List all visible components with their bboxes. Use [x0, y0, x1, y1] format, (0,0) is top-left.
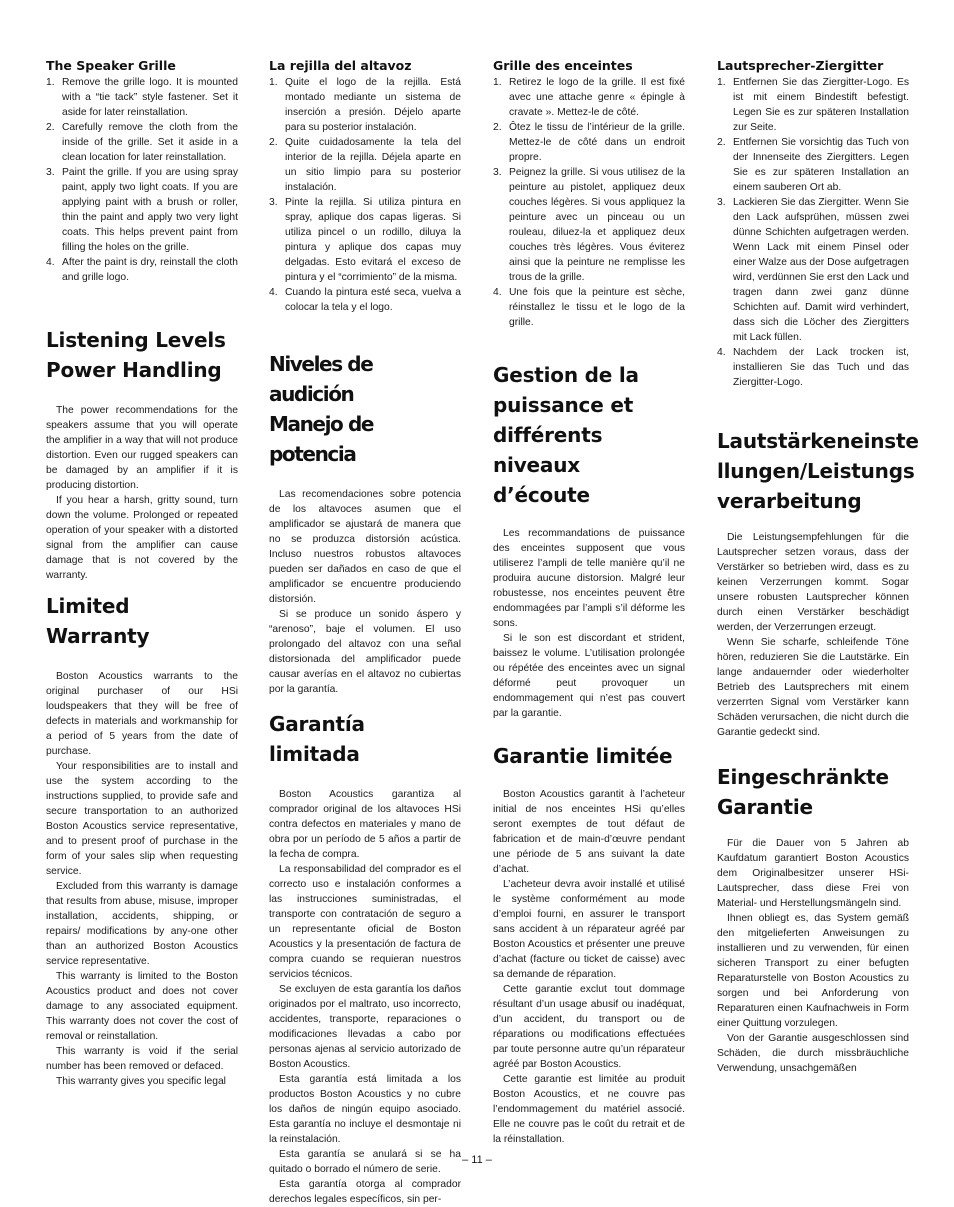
paragraph: La responsabilidad del comprador es el correcto uso e instalación conformes a las instrucciones suministradas, el transporte con contratación de seguro a un representante oficial de Boston Acoustics y la presentación de factura de compra cuando se requieran nuestros servicios técnicos.	[269, 864, 461, 980]
grille-steps-list	[493, 75, 685, 330]
section-heading-grille: La rejilla del altavoz	[269, 58, 412, 73]
column-spanish	[269, 58, 461, 1207]
column-english	[46, 58, 238, 1089]
section-heading-listening-levels: Niveles de audición Manejo de potencia	[269, 352, 374, 466]
paragraph: Se excluyen de esta garantía los daños originados por el maltrato, uso incorrecto, accidentes, transporte, reparaciones o modificaciones llevadas a cabo por personas ajenas al servicio autorizado de Boston Acoustics.	[269, 984, 461, 1070]
listening-levels-body	[46, 403, 238, 583]
list-item: 3. Pinte la rejilla. Si utiliza pintura en spray, aplique dos capas ligeras. Si utiliza pincel o un rodillo, diluya la pintura y aplique dos capas muy delgadas. Esto evitará el exceso de pintura y el “corrimiento” de la misma.	[269, 197, 461, 283]
warranty-body	[717, 836, 909, 1076]
paragraph: Esta garantía está limitada a los productos Boston Acoustics y no cubre los daños de ningún equipo asociado. Esta garantía no incluye el desmontaje ni la reinstalación.	[269, 1074, 461, 1145]
paragraph: The power recommendations for the speakers assume that you will operate the amplifier in a way that will not produce distortion. Even our rugged speakers can be damaged by an amplifier if it is producing distortion.	[46, 405, 238, 491]
page-number: – 11 –	[462, 1154, 492, 1166]
listening-levels-body	[717, 530, 909, 740]
list-item: 4. Cuando la pintura esté seca, vuelva a colocar la tela y el logo.	[269, 287, 461, 313]
paragraph: Boston Acoustics garantiza al comprador original de los altavoces HSi contra defectos en materiales y mano de obra por un período de 5 años a partir de la fecha de compra.	[269, 789, 461, 860]
list-item: 3. Paint the grille. If you are using spray paint, apply two light coats. If you are applying paint with a brush or roller, thin the paint and apply two very light coats. This helps prevent paint from filling the holes on the grille.	[46, 167, 238, 253]
paragraph: Cette garantie exclut tout dommage résultant d’un usage abusif ou inadéquat, d’un accident, du transport ou de réparations ou modifications effectuées par toute personne autre qu’un réparateur agréé par Boston Acoustics.	[493, 984, 685, 1070]
column-german	[717, 58, 919, 1076]
paragraph: This warranty is void if the serial number has been removed or defaced.	[46, 1046, 238, 1072]
paragraph: If you hear a harsh, gritty sound, turn down the volume. Prolonged or repeated operation of your speaker with a distorted signal from the amplifier can cause damage that is not covered by the warranty.	[46, 495, 238, 581]
list-item: 4. Nachdem der Lack trocken ist, installieren Sie das Tuch und das Ziergitter-Logo.	[717, 347, 909, 388]
section-heading-grille: Grille des enceintes	[493, 58, 633, 73]
listening-levels-body	[269, 487, 461, 697]
section-heading-warranty: Garantie limitée	[493, 744, 673, 768]
warranty-body	[493, 787, 685, 1147]
section-heading-grille: The Speaker Grille	[46, 58, 176, 73]
list-item: 2. Ôtez le tissu de l’intérieur de la grille. Mettez-le de côté dans un endroit propre.	[493, 122, 685, 163]
section-heading-grille: Lautsprecher-Ziergitter	[717, 58, 884, 73]
paragraph: L’acheteur devra avoir installé et utilisé le système conformément au mode d’emploi fourni, en assurer le transport sans accident à un réparateur agréé par Boston Acoustics et présenter une preuve d’achat (facture ou ticket de caisse) avec sa demande de réparation.	[493, 879, 685, 980]
section-heading-warranty: Limited Warranty	[46, 594, 150, 648]
list-item: 1. Entfernen Sie das Ziergitter-Logo. Es ist mit einem Bindestift befestigt. Legen Sie es zur späteren Installation zur Seite.	[717, 77, 909, 133]
grille-steps-list	[46, 75, 238, 285]
paragraph: This warranty gives you specific legal	[56, 1076, 226, 1087]
section-heading-warranty: Garantía limitada	[269, 712, 365, 766]
list-item: 2. Quite cuidadosamente la tela del interior de la rejilla. Déjela aparte en un sitio limpio para su posterior instalación.	[269, 137, 461, 193]
paragraph: Las recomendaciones sobre potencia de los altavoces asumen que el amplificador se ajustará de manera que no se produzca distorsión acústica. Incluso nuestros robustos altavoces pueden ser dañados en caso de que el amplificador se encuentre produciendo distorsión.	[269, 489, 461, 605]
list-item: 2. Carefully remove the cloth from the inside of the grille. Set it aside in a clean location for later reinstallation.	[46, 122, 238, 163]
list-item: 1. Quite el logo de la rejilla. Está montado mediante un sistema de inserción a presión. Déjelo aparte para su posterior instalación.	[269, 77, 461, 133]
section-heading-listening-levels: Gestion de la puissance et différents niveaux d’écoute	[493, 363, 639, 507]
paragraph: Von der Garantie ausgeschlossen sind Schäden, die durch missbräuchliche Verwendung, unsachgemäßen	[717, 1033, 909, 1074]
paragraph: Boston Acoustics warrants to the original purchaser of our HSi loudspeakers that they will be free of defects in materials and workmanship for a period of 5 years from the date of purchase.	[46, 671, 238, 757]
listening-levels-body	[493, 526, 685, 721]
list-item: 3. Peignez la grille. Si vous utilisez de la peinture au pistolet, appliquez deux couches légères. Si vous appliquez la peinture avec un pinceau ou un rouleau, diluez-la et appliquez deux couches très légères. Vous éviterez ainsi que la peinture ne remplisse les trous de la grille.	[493, 167, 685, 283]
grille-steps-list	[269, 75, 461, 315]
list-item: 4. Une fois que la peinture est sèche, réinstallez le tissu et le logo de la grille.	[493, 287, 685, 328]
list-item: 4. After the paint is dry, reinstall the cloth and grille logo.	[46, 257, 238, 283]
list-item: 3. Lackieren Sie das Ziergitter. Wenn Sie den Lack aufsprühen, müssen zwei dünne Schichten aufgetragen werden. Wenn Lack mit einem Pinsel oder einer Walze aus der Dose aufgetragen wird, verdünnen Sie erst den Lack und tragen dann zwei ganz dünne Schichten auf. Damit wird verhindert, dass sich die Löcher des Ziergitters mit Lack füllen.	[717, 197, 909, 343]
paragraph: Esta garantía otorga al comprador derechos legales específicos, sin per-	[269, 1179, 461, 1205]
paragraph: Die Leistungsempfehlungen für die Lautsprecher setzen voraus, dass der Verstärker so betrieben wird, dass es zu keinen Verzerrungen kommt. Sogar unsere robusten Lautsprecher können durch einen Verstärker beschädigt werden, der Verzerrungen erzeugt.	[717, 532, 909, 633]
paragraph: This warranty is limited to the Boston Acoustics product and does not cover damage to any associated equipment. This warranty does not cover the cost of removal or reinstallation.	[46, 971, 238, 1042]
warranty-body	[269, 787, 461, 1207]
paragraph: Your responsibilities are to install and use the system according to the instructions supplied, to provide safe and secure transportation to an authorized Boston Acoustics service representative, and to present proof of purchase in the form of your sales slip when requesting service.	[46, 761, 238, 877]
list-item: 2. Entfernen Sie vorsichtig das Tuch von der Innenseite des Ziergitters. Legen Sie es zur späteren Installation an einem sauberen Ort ab.	[717, 137, 909, 193]
paragraph: Si le son est discordant et strident, baissez le volume. L’utilisation prolongée ou répétée des enceintes avec un signal déformé peut provoquer un endommagement qui n’est pas couvert par la garantie.	[493, 633, 685, 719]
paragraph: Wenn Sie scharfe, schleifende Töne hören, reduzieren Sie die Lautstärke. Ein lange andauernder oder wiederholter Betrieb des Lautsprechers mit einem verzerrten Signal vom Verstärker kann Schäden verursachen, die nicht durch die Garantie gedeckt sind.	[717, 637, 909, 738]
list-item: 1. Retirez le logo de la grille. Il est fixé avec une attache genre « épingle à cravate ». Mettez-le de côté.	[493, 77, 685, 118]
paragraph: Les recommandations de puissance des enceintes supposent que vous utiliserez l’ampli de telle manière qu’il ne produira aucune distorsion. Malgré leur robustesse, nos enceintes peuvent être endommagées par l’ampli s’il déforme les sons.	[493, 528, 685, 629]
paragraph: Für die Dauer von 5 Jahren ab Kaufdatum garantiert Boston Acoustics dem Originalbesitzer unserer HSi-Lautsprecher, dass diese Frei von Material- und Herstellungsmängeln sind.	[717, 838, 909, 909]
section-heading-listening-levels: Listening Levels Power Handling	[46, 328, 226, 382]
list-item: 1. Remove the grille logo. It is mounted with a “tie tack” style fastener. Set it aside for later reinstallation.	[46, 77, 238, 118]
paragraph: Excluded from this warranty is damage that results from abuse, misuse, improper installation, accidents, shipping, or repairs/ modifications by any-one other than an authorized Boston Acoustics service representative.	[46, 881, 238, 967]
section-heading-warranty: Eingeschränkte Garantie	[717, 765, 889, 819]
paragraph: Cette garantie est limitée au produit Boston Acoustics, et ne couvre pas l’endommagement du matériel associé. Elle ne couvre pas le coût du retrait et de la réinstallation.	[493, 1074, 685, 1145]
paragraph: Boston Acoustics garantit à l’acheteur initial de nos enceintes HSi qu’elles seront exemptes de tout défaut de fabrication et de main-d’œuvre pendant une période de 5 ans suivant la date d’achat.	[493, 789, 685, 875]
paragraph: Ihnen obliegt es, das System gemäß den mitgelieferten Anweisungen zu installieren und zu verwenden, für einen sicheren Transport zu einer befugten Reparaturstelle von Boston Acoustics zu sorgen und bei Anforderung von Reparaturen einen Kaufnachweis in Form einer Quittung vorzulegen.	[717, 913, 909, 1029]
warranty-body	[46, 669, 238, 1089]
grille-steps-list	[717, 75, 909, 390]
paragraph: Si se produce un sonido áspero y “arenoso”, baje el volumen. El uso prolongado del altavoz con una señal distorsionada del amplificador puede causar averías en el altavoz no cubiertas por la garantía.	[269, 609, 461, 695]
column-french	[493, 58, 685, 1147]
paragraph: Esta garantía se anulará si se ha quitado o borrado el número de serie.	[269, 1149, 461, 1175]
section-heading-listening-levels: Lautstärkeneinste llungen/Leistungs verarbeitung	[717, 429, 919, 513]
